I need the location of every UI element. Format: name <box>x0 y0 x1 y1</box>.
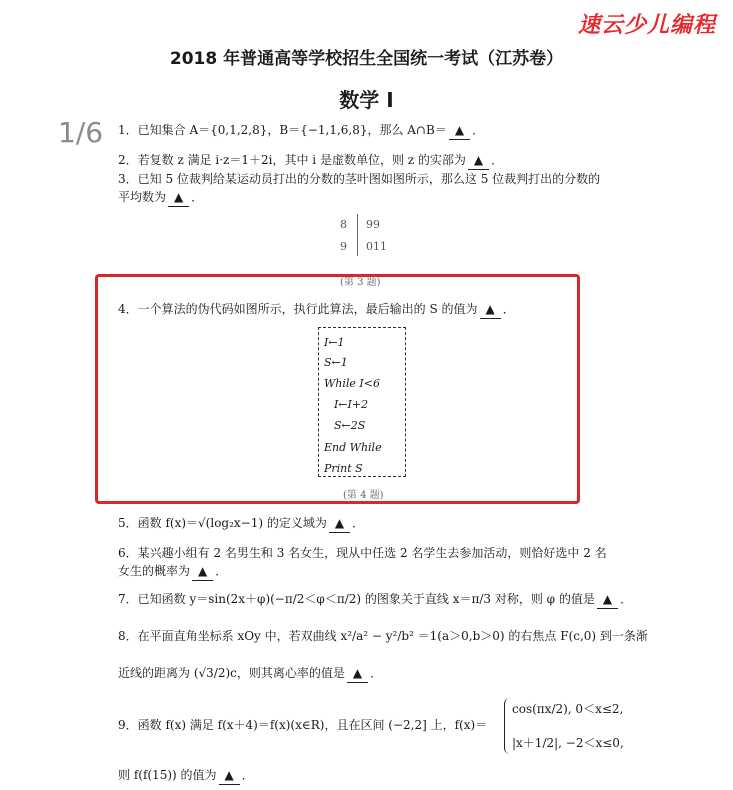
answer-blank: ▲ <box>192 562 213 581</box>
exam-title: 2018 年普通高等学校招生全国统一考试（江苏卷） <box>169 49 564 69</box>
code-line: I←I+2 <box>334 398 369 411</box>
question-text: 女生的概率为 <box>118 564 191 578</box>
question-8-line2 <box>118 664 382 683</box>
answer-blank: ▲ <box>480 300 501 319</box>
answer-blank: ▲ <box>449 121 470 140</box>
leaf-values: 011 <box>366 240 387 253</box>
question-text: 4．一个算法的伪代码如图所示，执行此算法，最后输出的 S 的值为 <box>118 302 478 316</box>
question-7 <box>118 590 632 609</box>
code-line: Print S <box>324 462 363 475</box>
stem-value: 9 <box>340 240 347 253</box>
stem-leaf-row <box>340 218 347 231</box>
page-indicator: 1/6 <box>58 116 104 149</box>
exam-subtitle: 数学 I <box>339 88 394 112</box>
answer-blank: ▲ <box>597 590 618 609</box>
question-end: ． <box>191 190 204 204</box>
answer-blank: ▲ <box>219 766 240 785</box>
answer-blank: ▲ <box>347 664 368 683</box>
stem-value: 8 <box>340 218 347 231</box>
stem-leaf-row <box>340 240 347 253</box>
code-line: I←1 <box>324 336 345 349</box>
answer-blank: ▲ <box>168 188 189 207</box>
question-end: ． <box>620 592 633 606</box>
piecewise-case-2: |x＋1/2|, −2＜x≤0, <box>512 736 624 750</box>
piecewise-case-1: cos(πx/2), 0＜x≤2, <box>512 702 624 716</box>
figure-caption-4: (第 4 题) <box>343 490 384 501</box>
question-end: ． <box>491 153 504 167</box>
question-1 <box>118 121 484 140</box>
question-text: 近线的距离为 (√3/2)c，则其离心率的值是 <box>118 666 345 680</box>
code-line: S←1 <box>324 356 348 369</box>
question-end: ． <box>502 302 515 316</box>
question-4 <box>118 300 515 319</box>
question-3-line2 <box>118 188 203 207</box>
question-text: 则 f(f(15)) 的值为 <box>118 768 217 782</box>
question-text: 平均数为 <box>118 190 167 204</box>
code-line: S←2S <box>334 419 366 432</box>
answer-blank: ▲ <box>329 514 350 533</box>
question-9: 9．函数 f(x) 满足 f(x＋4)＝f(x)(x∈R)，且在区间 (−2,2] 上，f(x)＝ <box>118 718 488 732</box>
answer-blank: ▲ <box>468 151 489 170</box>
question-9-line2 <box>118 766 254 785</box>
leaf-values: 99 <box>366 218 380 231</box>
question-end: ． <box>370 666 383 680</box>
question-text: 7．已知函数 y＝sin(2x＋φ)(−π/2＜φ＜π/2) 的图象关于直线 x＝π/3 对称，则 φ 的值是 <box>118 592 595 606</box>
stem-leaf-divider <box>357 214 358 256</box>
question-6-line2 <box>118 562 227 581</box>
question-2 <box>118 151 503 170</box>
figure-caption-3: (第 3 题) <box>340 277 381 288</box>
question-3-line1: 3．已知 5 位裁判给某运动员打出的分数的茎叶图如图所示，那么这 5 位裁判打出的分数的 <box>118 172 601 186</box>
question-end: ． <box>472 123 485 137</box>
question-6-line1: 6．某兴趣小组有 2 名男生和 3 名女生，现从中任选 2 名学生去参加活动，则恰好选中 2 名 <box>118 546 607 560</box>
question-end: ． <box>352 516 365 530</box>
question-end: ． <box>241 768 254 782</box>
code-line: While I<6 <box>324 377 380 390</box>
code-line: End While <box>324 441 382 454</box>
question-5 <box>118 514 364 533</box>
question-8-line1: 8．在平面直角坐标系 xOy 中，若双曲线 x²/a² − y²/b² ＝1(a＞0,b＞0) 的右焦点 F(c,0) 到一条渐 <box>118 629 648 643</box>
brand-logo: 速云少儿编程 <box>578 13 717 38</box>
piecewise-brace <box>504 698 511 754</box>
question-text: 5．函数 f(x)＝√(log₂x−1) 的定义域为 <box>118 516 327 530</box>
question-text: 1．已知集合 A＝{0,1,2,8}，B＝{−1,1,6,8}，那么 A∩B＝ <box>118 123 447 137</box>
question-end: ． <box>215 564 228 578</box>
question-text: 2．若复数 z 满足 i·z＝1＋2i，其中 i 是虚数单位，则 z 的实部为 <box>118 153 466 167</box>
